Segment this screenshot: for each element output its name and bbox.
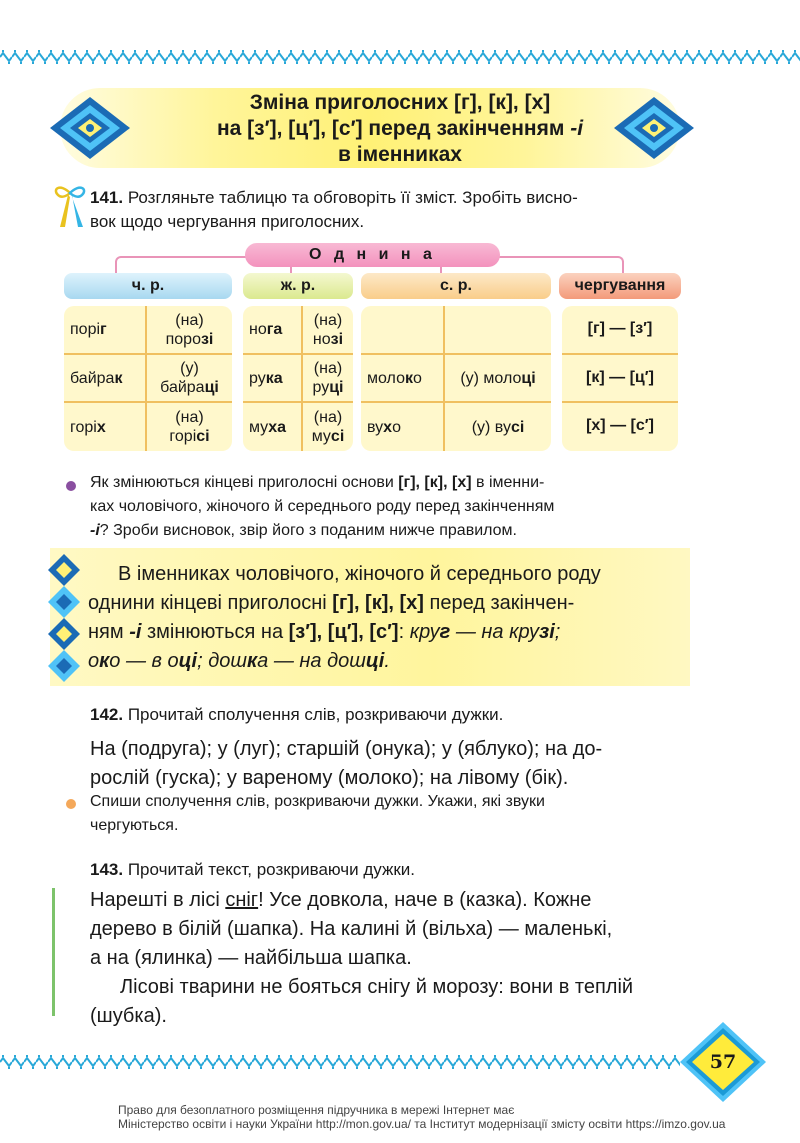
fem-word-1: но га	[249, 321, 283, 338]
top-ornament-border	[0, 50, 800, 64]
masc-form-1: (на) порозі	[165, 311, 214, 348]
title-line-1: Зміна приголосних [г], [к], [х]	[249, 91, 551, 114]
header-neuter: с. р.	[361, 273, 551, 299]
footer-line-1: Право для безоплатного розміщення підручника в мережі Інтернет має	[118, 1103, 515, 1117]
exercise-141	[90, 186, 690, 234]
neut-form-2: (у) моло ці	[460, 369, 536, 387]
rule-line-4: око — в оці; дошка — на дошці.	[88, 650, 390, 672]
title-line-2-text: на [з′], [ц′], [с′] перед закінченням	[216, 117, 571, 140]
title-line-2	[150, 116, 650, 142]
exercise-142-body: На (подруга); у (луг); старшій (онука); у (яблуко); на до- рослій (гуска); у вареному (молоко); на лівому (бік).	[90, 738, 603, 789]
fem-word-2: ру ка	[249, 369, 283, 387]
rule-line-1: В іменниках чоловічого, жіночого й середнього роду	[118, 563, 601, 585]
exercise-143-body: Нарешті в лісі сніг! Усе довкола, наче в (казка). Кожне дерево в білій (шапка). На калині й (вільха) — маленькі, а на (ялинка) — найбільша шапка. Лісові тварини не бояться снігу й морозу: вони в теплій (шубка).	[90, 889, 634, 1027]
grid-line	[562, 353, 678, 355]
masc-word-3: горі х	[70, 418, 106, 436]
header-masculine: ч. р.	[64, 273, 232, 299]
vertical-embroidery-ornament-icon	[46, 552, 82, 686]
fem-form-3: (на) мусі	[311, 409, 345, 445]
footer-line-2: Міністерство освіти і науки України http://mon.gov.ua/ та Інститут модернізації змісту освіти https://imzo.gov.ua	[118, 1117, 726, 1131]
question-bullet: Як змінюються кінцеві приголосні основи [г], [к], [х] в іменни- ках чоловічого, жіночого й середнього роду перед закінченням -і? Зроби висновок, звір його з поданим нижче правилом.	[90, 474, 555, 539]
alternation-g-z: [г] — [з′]	[587, 320, 653, 337]
grid-line	[562, 401, 678, 403]
exercise-141-text-2: вок щодо чергування приголосних.	[90, 212, 365, 231]
exercise-142-heading: 142. Прочитай сполучення слів, розкриваючи дужки.	[90, 705, 504, 724]
alternation-k-ts: [к] — [ц′]	[586, 369, 654, 386]
fem-form-2: (на) руці	[312, 360, 344, 396]
neut-word-2: моло к о	[367, 369, 422, 387]
fem-word-3: му ха	[249, 418, 286, 436]
exercise-142-task: Спиши сполучення слів, розкриваючи дужки. Укажи, які звуки чергуються.	[90, 793, 545, 834]
masc-form-2: (у) байраці	[160, 360, 219, 396]
header-feminine: ж. р.	[243, 273, 353, 299]
exercise-141-number: 141.	[90, 188, 124, 207]
rule-line-3: ням -і змінюються на [з′], [ц′], [с′]: круг — на крузі;	[88, 621, 561, 643]
text-accent-bar	[52, 888, 55, 1016]
neut-word-3: ву х о	[367, 418, 401, 436]
rule-line-2: однини кінцеві приголосні [г], [к], [х] перед закінчен-	[88, 592, 575, 614]
footer	[118, 1103, 725, 1131]
header-alternation: чергування	[559, 273, 681, 299]
masc-word-2: байра к	[70, 369, 123, 387]
alternation-kh-s: [х] — [с′]	[586, 417, 654, 434]
fem-form-1: (на) нозі	[312, 311, 344, 348]
section-title	[150, 90, 650, 168]
ribbon-icon	[52, 183, 88, 231]
exercise-141-text: Розгляньте таблицю та обговоріть її зміст. Зробіть висно-	[127, 188, 578, 207]
title-line-3: в іменниках	[338, 143, 462, 166]
title-line-2-ending: -і	[570, 117, 584, 140]
neut-form-3: (у) ву сі	[471, 418, 525, 436]
masc-form-3: (на) горісі	[169, 409, 210, 445]
purple-bullet-icon	[66, 481, 76, 491]
left-embroidery-ornament-icon	[48, 95, 132, 161]
exercise-141-line-1	[90, 186, 690, 210]
rule-text	[88, 560, 688, 676]
masc-word-1: порі г	[70, 321, 107, 338]
singular-label: О д н и н а	[245, 243, 500, 267]
page-number: 57	[709, 1051, 737, 1073]
orange-bullet-icon	[66, 799, 76, 809]
bottom-ornament-border	[0, 1055, 680, 1069]
exercise-143-heading: 143. Прочитай текст, розкриваючи дужки.	[90, 860, 416, 879]
